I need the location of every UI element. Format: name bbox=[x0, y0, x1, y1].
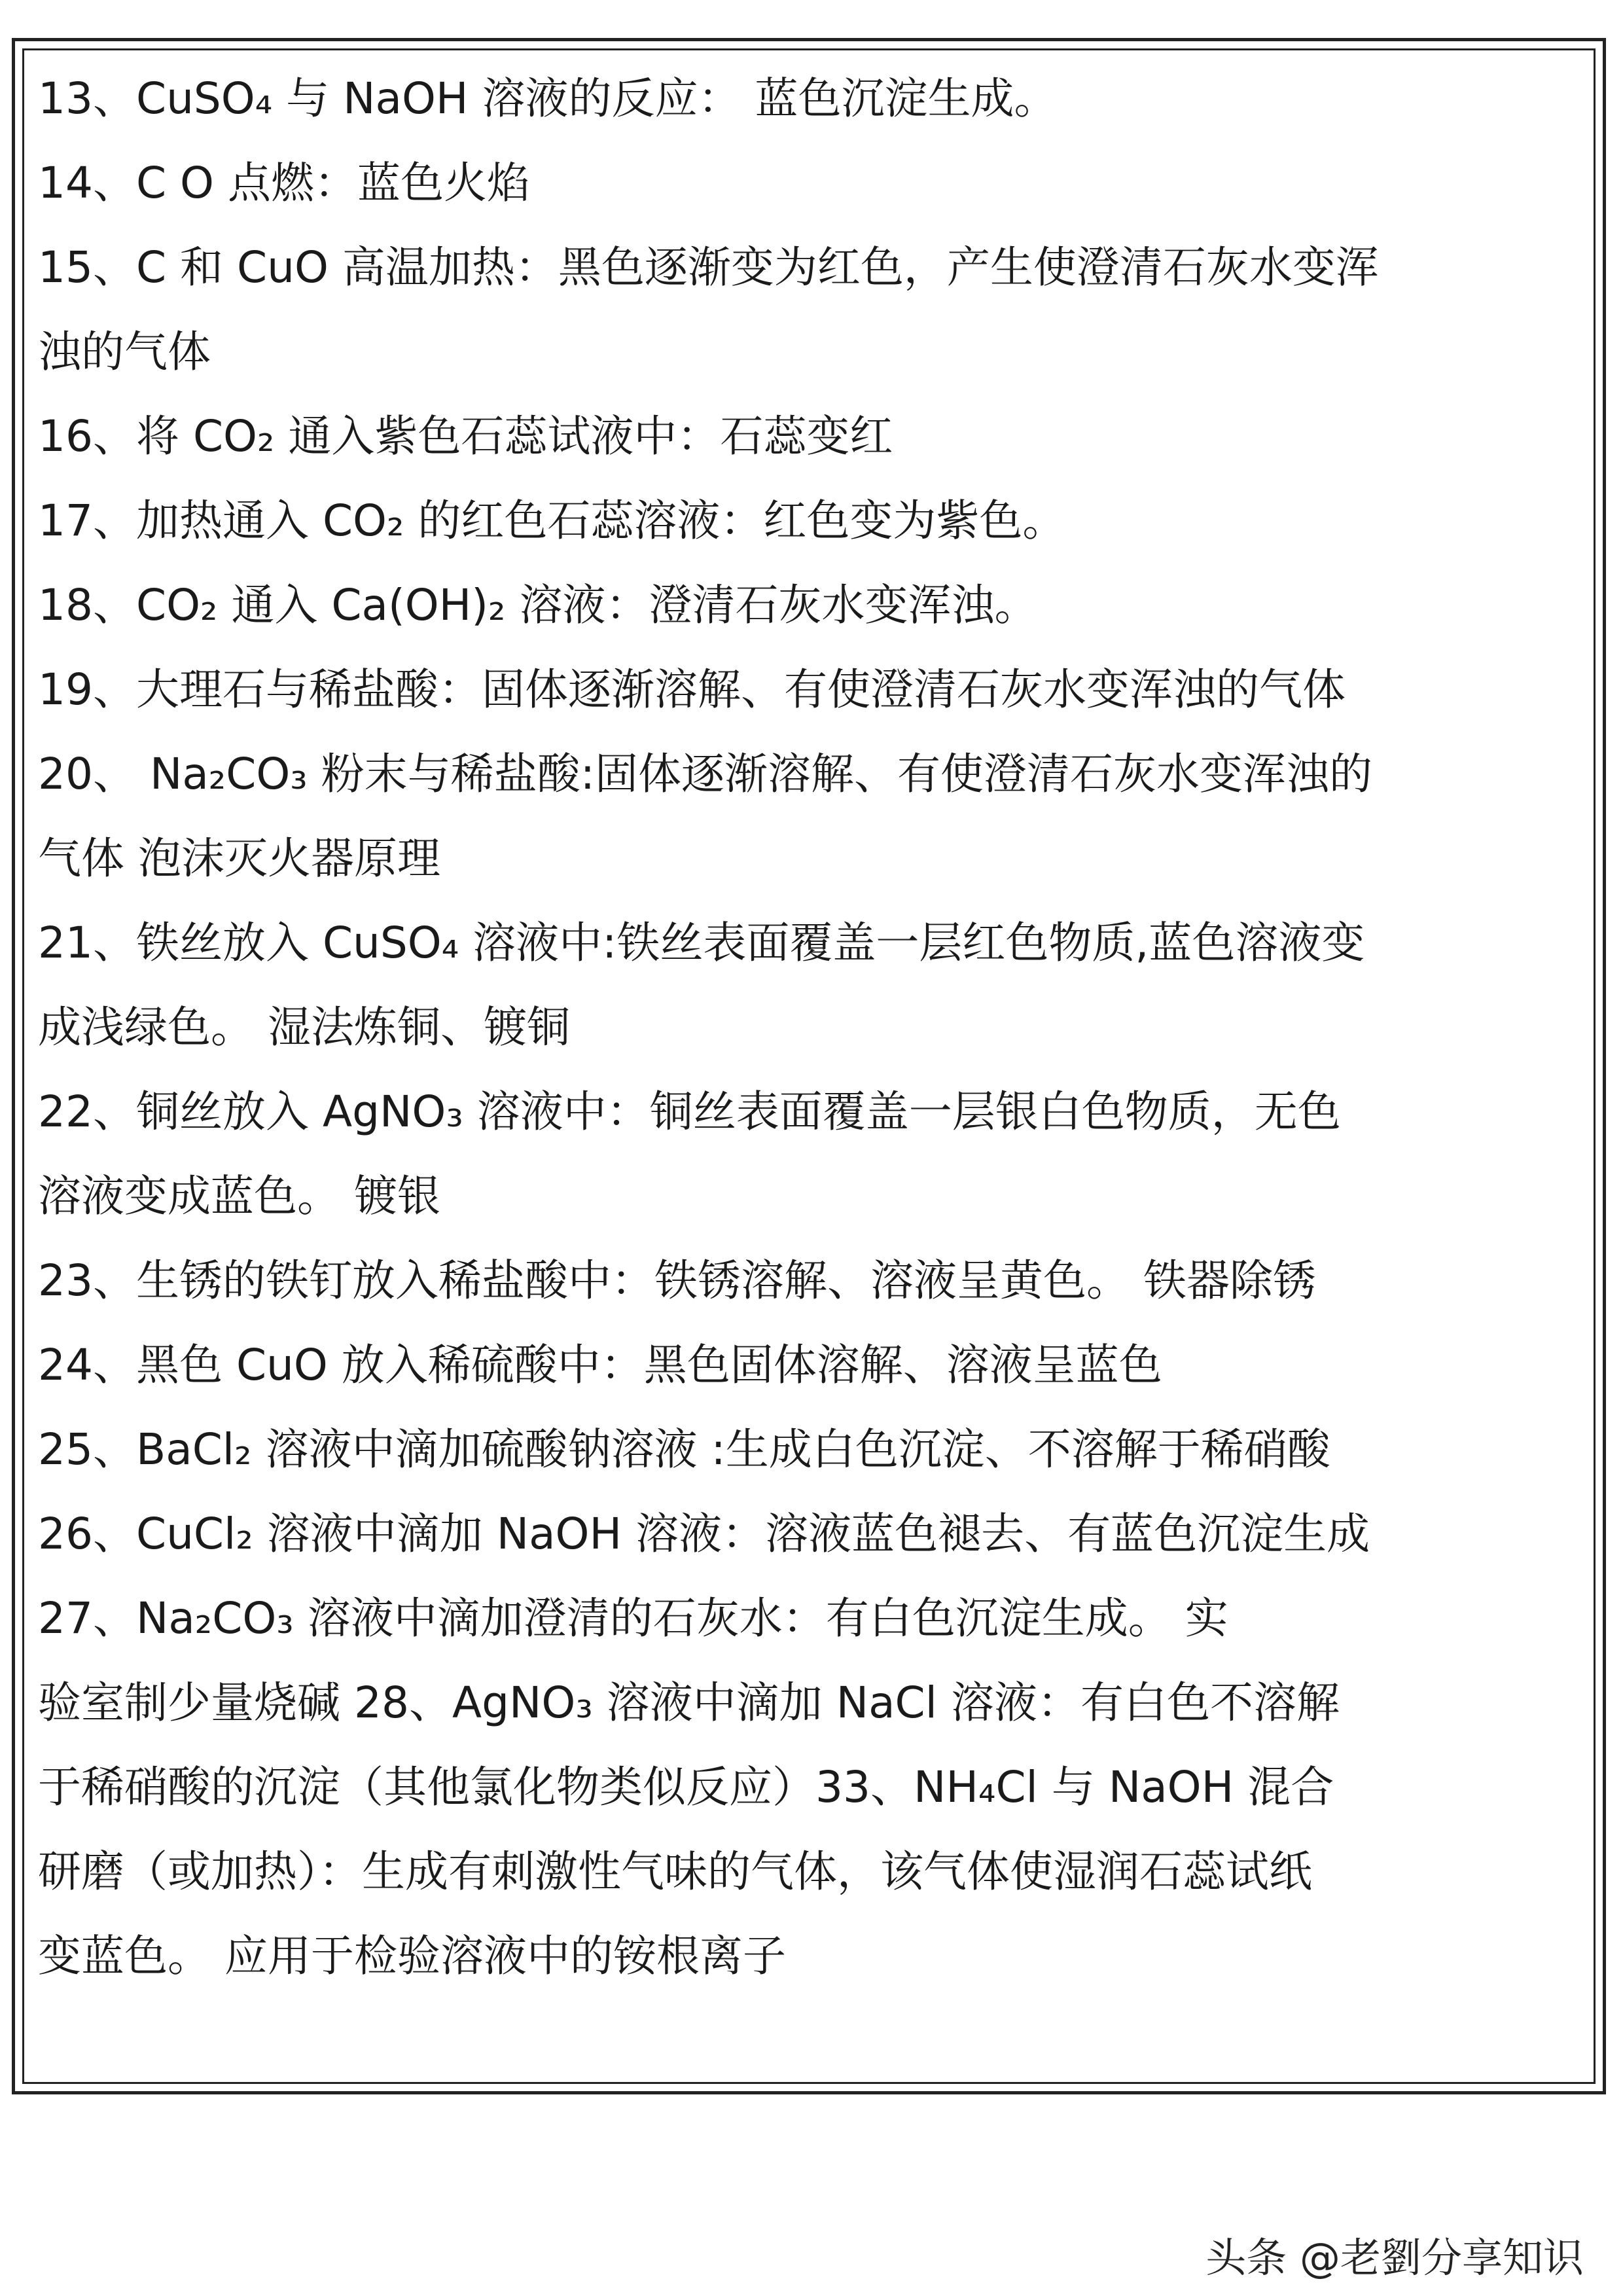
text-line: 成浅绿色。 湿法炼铜、镀铜 bbox=[38, 1002, 570, 1052]
text-line: 于稀硝酸的沉淀（其他氯化物类似反应）33、NH₄Cl 与 NaOH 混合 bbox=[38, 1762, 1334, 1812]
text-line: 验室制少量烧碱 28、AgNO₃ 溶液中滴加 NaCl 溶液：有白色不溶解 bbox=[38, 1677, 1340, 1728]
text-line: 研磨（或加热）：生成有刺激性气味的气体，该气体使湿润石蕊试纸 bbox=[38, 1846, 1312, 1897]
text-line: 13、CuSO₄ 与 NaOH 溶液的反应： 蓝色沉淀生成。 bbox=[38, 73, 1058, 124]
document-body bbox=[38, 56, 1576, 1998]
text-line: 27、Na₂CO₃ 溶液中滴加澄清的石灰水：有白色沉淀生成。 实 bbox=[38, 1593, 1228, 1643]
text-line: 21、铁丝放入 CuSO₄ 溶液中:铁丝表面覆盖一层红色物质,蓝色溶液变 bbox=[38, 918, 1365, 968]
text-line: 20、 Na₂CO₃ 粉末与稀盐酸:固体逐渐溶解、有使澄清石灰水变浑浊的 bbox=[38, 749, 1372, 799]
text-line: 16、将 CO₂ 通入紫色石蕊试液中：石蕊变红 bbox=[38, 411, 893, 461]
text-line: 18、CO₂ 通入 Ca(OH)₂ 溶液：澄清石灰水变浑浊。 bbox=[38, 580, 1038, 630]
text-line: 22、铜丝放入 AgNO₃ 溶液中：铜丝表面覆盖一层银白色物质，无色 bbox=[38, 1086, 1341, 1137]
text-line: 浊的气体 bbox=[38, 327, 211, 377]
text-line: 19、大理石与稀盐酸：固体逐渐溶解、有使澄清石灰水变浑浊的气体 bbox=[38, 664, 1346, 715]
text-line: 15、C 和 CuO 高温加热：黑色逐渐变为红色，产生使澄清石灰水变浑 bbox=[38, 242, 1379, 293]
text-line: 溶液变成蓝色。 镀银 bbox=[38, 1171, 440, 1221]
text-line: 26、CuCl₂ 溶液中滴加 NaOH 溶液：溶液蓝色褪去、有蓝色沉淀生成 bbox=[38, 1509, 1370, 1559]
text-line: 气体 泡沫灭火器原理 bbox=[38, 833, 440, 884]
text-line: 25、BaCl₂ 溶液中滴加硫酸钠溶液 :生成白色沉淀、不溶解于稀硝酸 bbox=[38, 1424, 1330, 1475]
text-line: 17、加热通入 CO₂ 的红色石蕊溶液：红色变为紫色。 bbox=[38, 495, 1066, 546]
watermark-text: 头条 @老劉分享知识 bbox=[1205, 2234, 1584, 2282]
text-line: 变蓝色。 应用于检验溶液中的铵根离子 bbox=[38, 1931, 786, 1981]
text-line: 14、C O 点燃：蓝色火焰 bbox=[38, 158, 530, 208]
text-line: 24、黑色 CuO 放入稀硫酸中：黑色固体溶解、溶液呈蓝色 bbox=[38, 1340, 1162, 1390]
text-line: 23、生锈的铁钉放入稀盐酸中：铁锈溶解、溶液呈黄色。 铁器除锈 bbox=[38, 1255, 1316, 1306]
